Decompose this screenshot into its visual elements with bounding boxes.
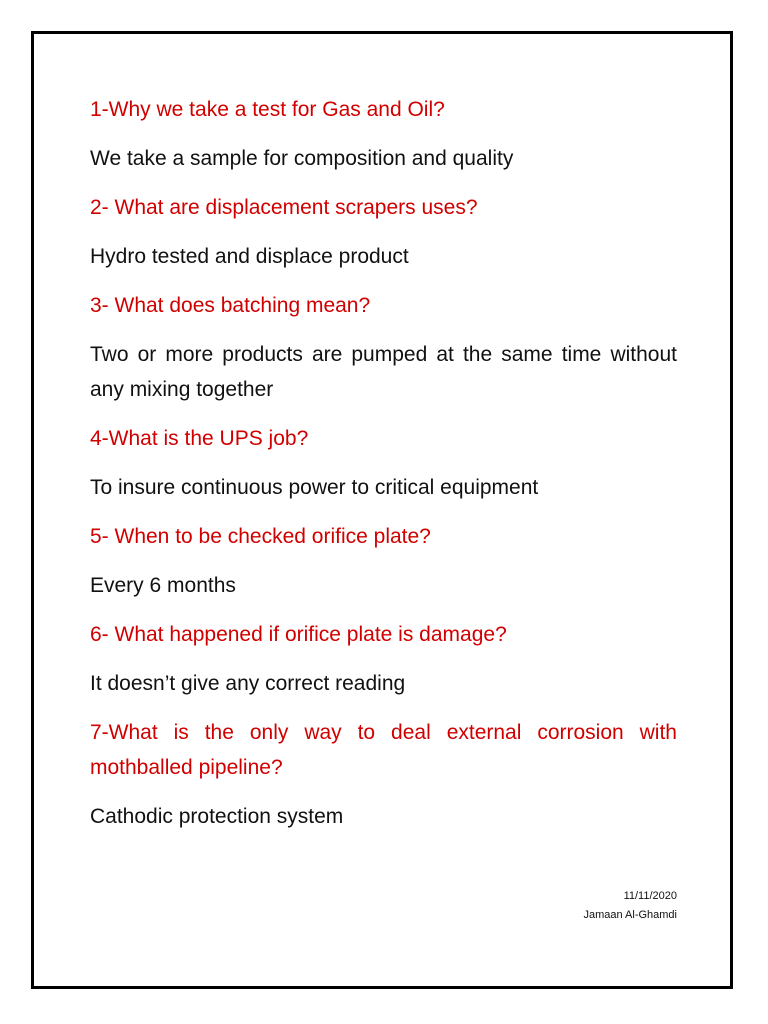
signature-block bbox=[583, 887, 677, 925]
question-2: 2- What are displacement scrapers uses? bbox=[90, 196, 478, 219]
question-6: 6- What happened if orifice plate is damage? bbox=[90, 623, 507, 646]
question-5: 5- When to be checked orifice plate? bbox=[90, 525, 431, 548]
question-3: 3- What does batching mean? bbox=[90, 294, 371, 317]
qa-item-3 bbox=[90, 288, 677, 407]
qa-item-7 bbox=[90, 715, 677, 834]
qa-content bbox=[90, 92, 677, 848]
qa-item-6 bbox=[90, 617, 677, 701]
answer-1: We take a sample for composition and quality bbox=[90, 147, 514, 170]
question-7: 7-What is the only way to deal external corrosion with mothballed pipeline? bbox=[90, 721, 677, 779]
qa-item-2 bbox=[90, 190, 677, 274]
answer-6: It doesn’t give any correct reading bbox=[90, 672, 406, 695]
answer-7: Cathodic protection system bbox=[90, 805, 344, 828]
qa-item-1 bbox=[90, 92, 677, 176]
answer-2: Hydro tested and displace product bbox=[90, 245, 409, 268]
answer-3: Two or more products are pumped at the same time without any mixing together bbox=[90, 343, 677, 401]
answer-4: To insure continuous power to critical equipment bbox=[90, 476, 539, 499]
qa-item-5 bbox=[90, 519, 677, 603]
question-1: 1-Why we take a test for Gas and Oil? bbox=[90, 98, 445, 121]
document-date: 11/11/2020 bbox=[623, 890, 677, 902]
qa-item-4 bbox=[90, 421, 677, 505]
question-4: 4-What is the UPS job? bbox=[90, 427, 309, 450]
answer-5: Every 6 months bbox=[90, 574, 236, 597]
document-author: Jamaan Al-Ghamdi bbox=[583, 909, 677, 921]
